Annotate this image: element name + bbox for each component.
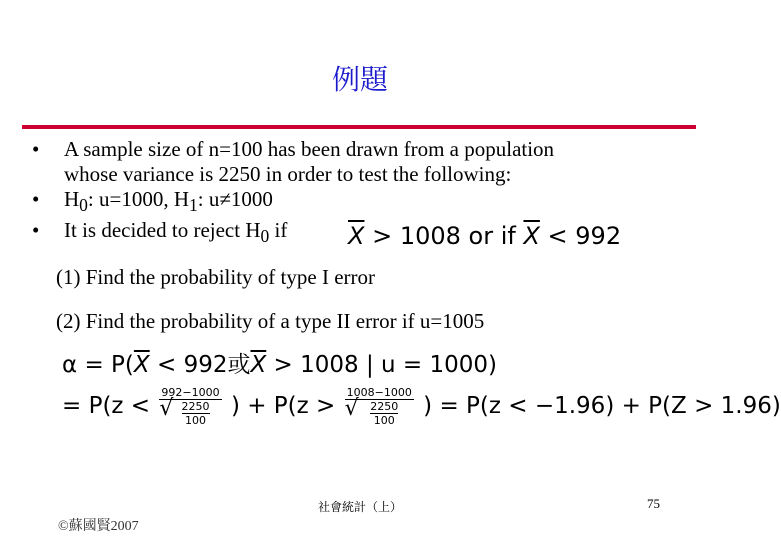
z-start: = P(z < — [62, 393, 158, 419]
z-mid: ) + P(z > — [230, 393, 343, 419]
fraction-2 — [345, 386, 414, 427]
question-2: (2) Find the probability of a type II error if u=1005 — [56, 309, 485, 333]
fraction-2-n: 100 — [373, 414, 395, 427]
bullet-text-line1: A sample size of n=100 has been drawn from a population — [64, 137, 555, 161]
alpha-equation — [62, 346, 497, 379]
footer-course-title: 社會統計（上） — [317, 500, 402, 514]
fraction-2-denominator — [344, 396, 414, 427]
hypothesis-text-2: : u≠1000 — [197, 187, 273, 211]
condition-lt: < 992 — [539, 222, 622, 250]
bullet-icon: • — [32, 218, 40, 243]
question-1: (1) Find the probability of type I error — [56, 265, 375, 289]
fraction-1-denominator — [159, 396, 221, 427]
bullet-sample-size — [32, 137, 692, 187]
h1-subscript: 1 — [189, 195, 198, 216]
page-number: 75 — [647, 496, 660, 511]
hypothesis-text-1: : u=1000, H — [87, 187, 190, 211]
alpha-mid: < 992或 — [149, 352, 251, 378]
xbar-symbol-2: $\overline{X}$ — [523, 222, 540, 250]
alpha-start: α = P( — [62, 352, 134, 378]
xbar-eq-2: $\overline{X}$ — [250, 352, 267, 378]
bullet-text-line2: whose variance is 2250 in order to test the following: — [64, 162, 512, 186]
bullet-icon: • — [32, 187, 40, 211]
h0-subscript: 0 — [79, 195, 88, 216]
bullet-hypotheses — [32, 187, 692, 218]
sqrt-icon: √ — [159, 396, 174, 421]
alpha-end: > 1008 | u = 1000) — [266, 352, 498, 378]
title-divider — [22, 125, 696, 129]
fraction-1-n: 100 — [185, 414, 207, 427]
xbar-symbol: $\overline{X}$ — [348, 222, 365, 250]
sqrt-icon: √ — [344, 396, 359, 421]
condition-gt: > 1008 or if — [364, 222, 524, 250]
reject-text: It is decided to reject H — [64, 218, 261, 243]
fraction-1-variance: 2250 — [181, 400, 210, 413]
xbar-eq-1: $\overline{X}$ — [133, 352, 150, 378]
slide-title: 例題 — [331, 65, 388, 96]
fraction-1-numerator: 992−1000 — [161, 386, 220, 399]
bullet-icon: • — [32, 137, 40, 161]
reject-condition-math — [348, 222, 621, 250]
h0-label: H — [64, 187, 80, 211]
reject-if: if — [269, 218, 288, 243]
reject-subscript: 0 — [260, 226, 270, 247]
fraction-2-numerator: 1008−1000 — [346, 386, 412, 399]
fraction-1 — [159, 386, 221, 427]
copyright: ©蘇國賢2007 — [58, 519, 139, 534]
z-equation — [62, 386, 781, 427]
z-end: ) = P(z < −1.96) + P(Z > 1.96) — [423, 393, 781, 419]
fraction-2-variance: 2250 — [370, 400, 399, 413]
